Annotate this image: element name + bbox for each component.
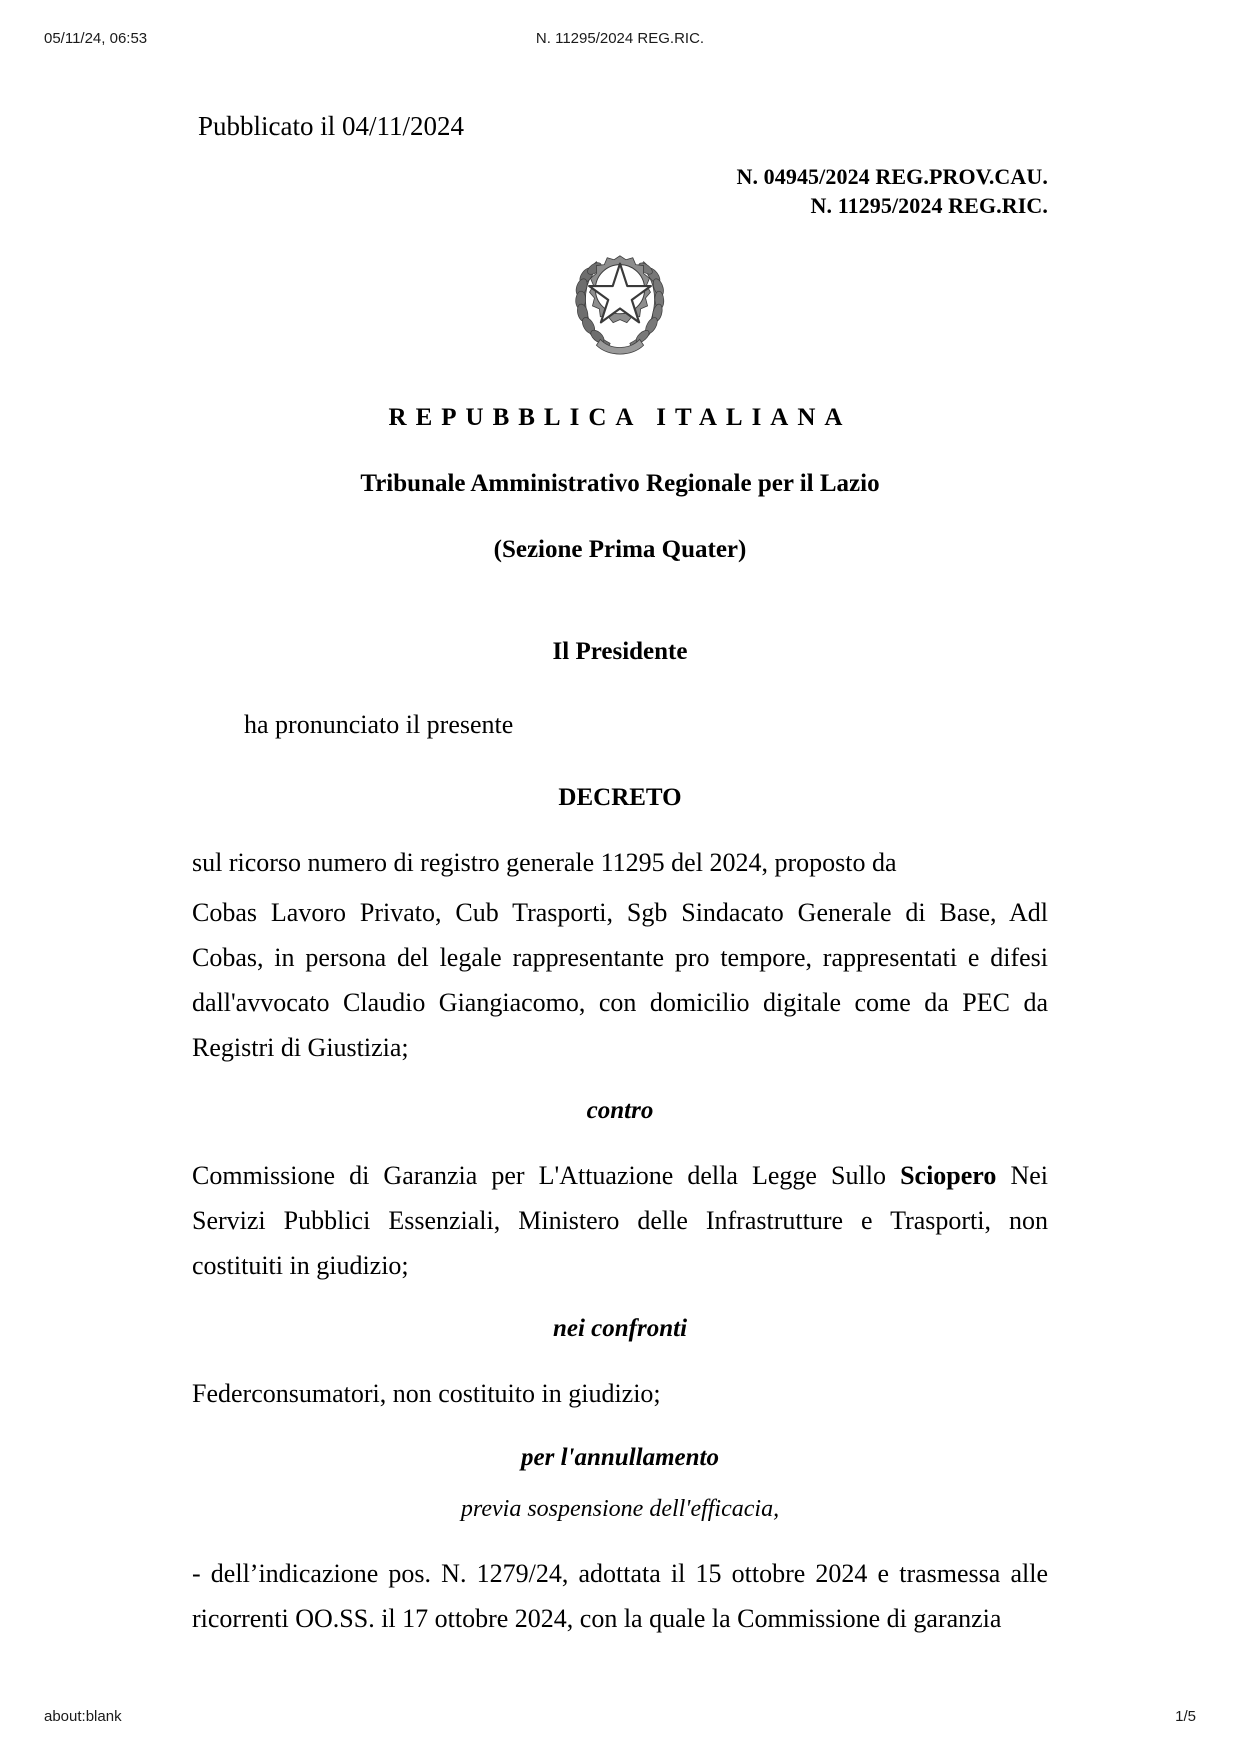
connector-per-annullamento: per l'annullamento <box>521 1444 719 1472</box>
connector-previa-sospensione: previa sospensione dell'efficacia, <box>460 1496 780 1523</box>
document-content <box>192 110 1048 1641</box>
court-name: Tribunale Amministrativo Regionale per il Lazio <box>360 470 880 498</box>
respondents-highlight: Sciopero <box>900 1161 997 1191</box>
court-section: (Sezione Prima Quater) <box>493 536 747 564</box>
print-footer-url: about:blank <box>44 1708 122 1725</box>
page-title-republic: REPUBBLICA ITALIANA <box>388 404 852 432</box>
registry-reference-ricorso: N. 11295/2024 REG.RIC. <box>810 193 1048 219</box>
connector-contro: contro <box>586 1097 654 1125</box>
publication-date: Pubblicato il 04/11/2024 <box>198 111 464 141</box>
print-header-document-ref: N. 11295/2024 REG.RIC. <box>535 30 705 47</box>
appellants-paragraph: Cobas Lavoro Privato, Cub Trasporti, Sgb Sindacato Generale di Base, Adl Cobas, in persona del legale rappresentante pro tempore, rappresentati e difesi dall'avvocato Claudio Giangiacomo, con domicilio digitale come da PEC da Registri di Giustizia; <box>192 898 1048 1062</box>
issuing-authority: Il Presidente <box>552 638 688 666</box>
browser-print-footer <box>0 1708 1240 1730</box>
print-header-timestamp: 05/11/24, 06:53 <box>44 30 148 47</box>
challenged-act-paragraph: - dell’indicazione pos. N. 1279/24, adottata il 15 ottobre 2024 e trasmessa alle ricorrenti OO.SS. il 17 ottobre 2024, con la quale la Commissione di garanzia <box>192 1558 1048 1633</box>
decree-heading: DECRETO <box>558 783 682 811</box>
respondents-text-part1: Commissione di Garanzia per L'Attuazione della Legge Sullo <box>192 1161 901 1191</box>
emblem-container <box>192 242 1048 365</box>
registry-reference-provvedimento: N. 04945/2024 REG.PROV.CAU. <box>736 164 1048 190</box>
respondents-text-part2: Nei Servizi Pubblici Essenziali, Ministero delle Infrastrutture e Trasporti, non costituiti in giudizio; <box>192 1161 1048 1280</box>
print-footer-page-number: 1/5 <box>1175 1708 1196 1725</box>
italian-republic-emblem-icon <box>561 242 679 360</box>
document-page <box>0 110 1240 1641</box>
appeal-intro-paragraph: sul ricorso numero di registro generale 11295 del 2024, proposto da <box>192 847 897 877</box>
respondents-paragraph <box>192 1154 1048 1288</box>
registry-reference-block <box>192 162 1048 220</box>
connector-nei-confronti: nei confronti <box>552 1315 688 1343</box>
pronounce-line: ha pronunciato il presente <box>244 710 514 740</box>
browser-print-header <box>0 30 1240 52</box>
third-party-paragraph: Federconsumatori, non costituito in giudizio; <box>192 1379 661 1409</box>
